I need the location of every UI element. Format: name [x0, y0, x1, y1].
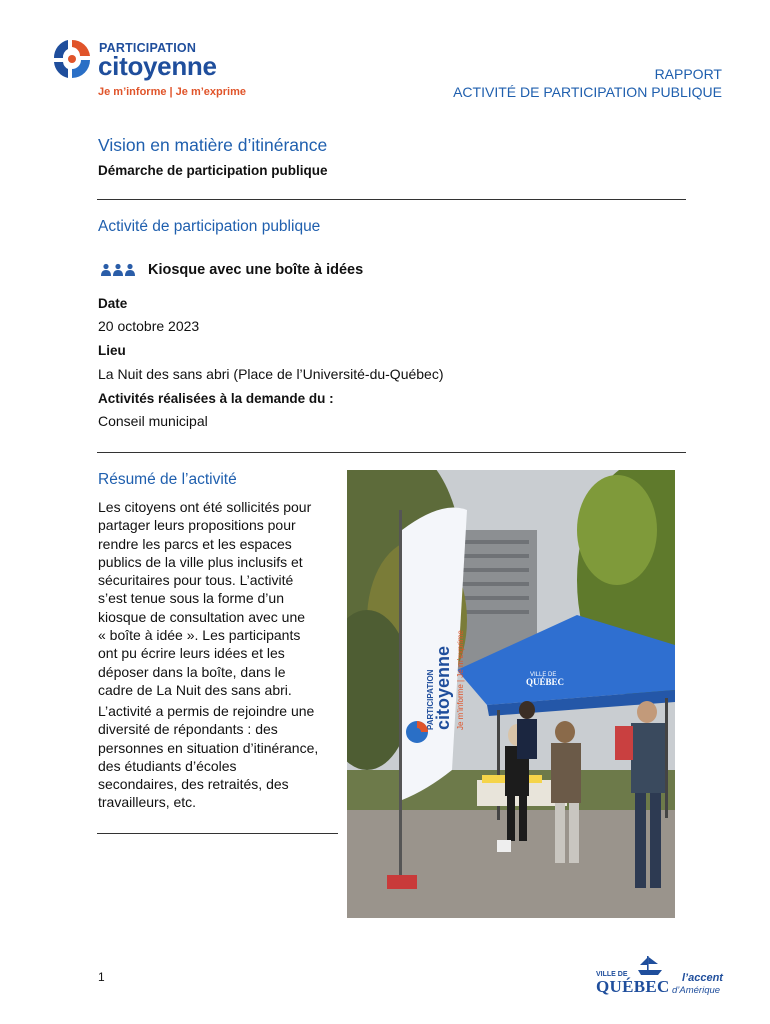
page-title: Vision en matière d’itinérance: [98, 135, 328, 155]
summary-line: ont pu écrire leurs idées et les: [98, 645, 285, 662]
summary-line: travailleurs, etc.: [98, 794, 197, 811]
summary-line: s’est tenue sous la forme d’un: [98, 590, 284, 607]
place-label: Lieu: [98, 343, 126, 358]
quebec-label: QUÉBEC: [596, 977, 670, 996]
people-group-icon: [100, 263, 136, 277]
summary-line: Les citoyens ont été sollicités pour: [98, 499, 312, 515]
tent-label-small: VILLE DE: [530, 672, 557, 678]
page-subtitle: Démarche de participation publique: [98, 163, 328, 178]
requested-by-label: Activités réalisées à la demande du :: [98, 391, 334, 406]
summary-line: déposer dans la boîte, dans le: [98, 663, 286, 680]
flag-text-top: PARTICIPATION: [426, 669, 435, 730]
activity-type-row: [100, 262, 363, 278]
ship-icon: [634, 955, 664, 977]
flag-tagline: Je m’informe | Je m’exprime: [456, 630, 465, 730]
summary-line: publics de la ville plus inclusifs et: [98, 553, 303, 570]
accent-line1: l’accent: [682, 972, 723, 984]
activity-type-label: Kiosque avec une boîte à idées: [148, 262, 364, 278]
summary-line: « boîte à idée ». Les participants: [98, 627, 301, 644]
summary-line: partager leurs propositions pour: [98, 517, 296, 534]
requested-by-value: Conseil municipal: [98, 413, 208, 429]
section-title: Activité de participation publique: [98, 218, 321, 235]
summary-line: secondaires, des retraités, des: [98, 776, 289, 793]
summary-line: cadre de La Nuit des sans abri.: [98, 681, 292, 698]
place-value: La Nuit des sans abri (Place de l’Université-du-Québec): [98, 366, 444, 382]
summary-line: rendre les parcs et les espaces: [98, 535, 292, 552]
report-header-line2: ACTIVITÉ DE PARTICIPATION PUBLIQUE: [453, 84, 722, 100]
divider: [97, 199, 686, 200]
summary-line: des étudiants d’écoles: [98, 757, 237, 774]
report-header: [453, 65, 722, 101]
tent-label: QUÉBEC: [526, 677, 565, 687]
report-header-line1: RAPPORT: [654, 66, 722, 82]
accent-amerique-logo: [672, 970, 732, 1000]
logo-tagline: Je m’informe | Je m’exprime: [98, 86, 246, 98]
logo-top-text: PARTICIPATION: [99, 41, 197, 55]
summary-paragraph-2: [98, 702, 343, 812]
participation-swirl-icon: [50, 36, 94, 86]
summary-line: diversité de répondants : des: [98, 721, 278, 738]
summary-line: personnes en situation d’itinérance,: [98, 739, 319, 756]
kiosk-photo: [347, 470, 675, 918]
logo-main-text: citoyenne: [98, 51, 217, 81]
ville-de-label: VILLE DE: [596, 971, 628, 978]
divider: [97, 833, 338, 834]
summary-line: sécuritaires pour tous. L’activité: [98, 572, 294, 589]
date-label: Date: [98, 296, 128, 311]
participation-citoyenne-logo: [50, 34, 250, 104]
accent-line2: d’Amérique: [672, 985, 721, 996]
kiosk-photo-illustration: [347, 470, 675, 918]
summary-title: Résumé de l’activité: [98, 471, 237, 488]
summary-line: L’activité a permis de rejoindre une: [98, 703, 315, 719]
summary-line: kiosque de consultation avec une: [98, 608, 306, 625]
page-number: 1: [98, 970, 105, 984]
summary-paragraph-1: [98, 498, 343, 699]
divider: [97, 452, 686, 453]
flag-text-main: citoyenne: [433, 645, 453, 730]
ville-de-quebec-logo: [594, 955, 670, 1001]
date-value: 20 octobre 2023: [98, 318, 200, 334]
